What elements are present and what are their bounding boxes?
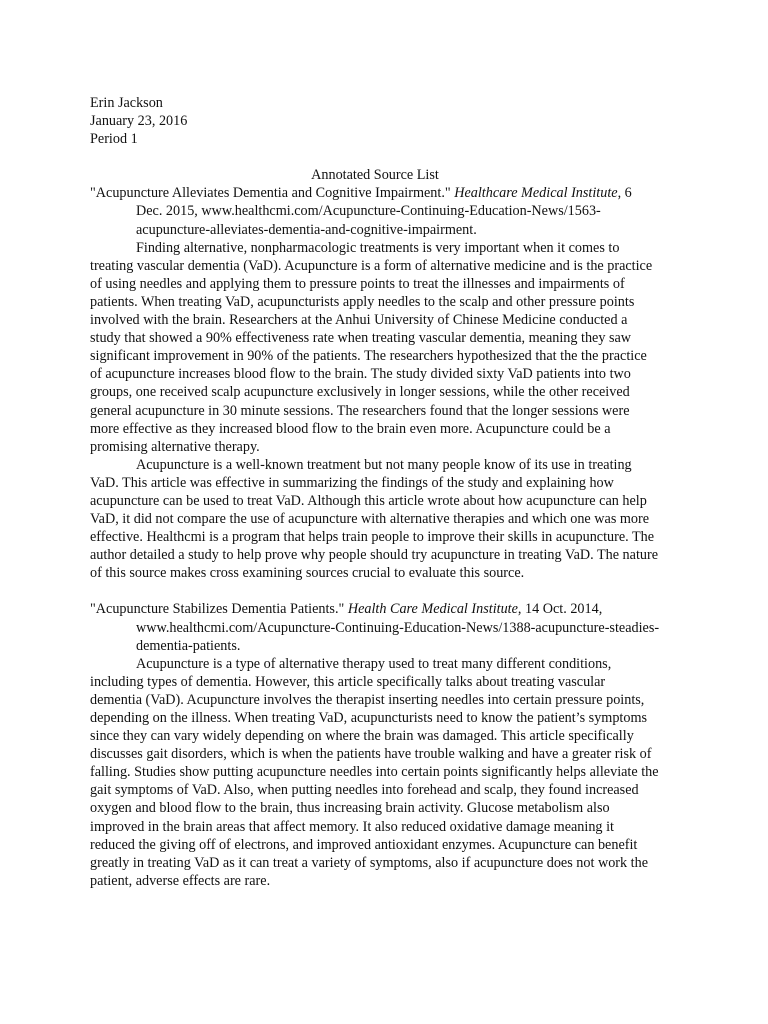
source-entry-2 <box>90 600 660 890</box>
citation-2-publisher: Health Care Medical Institute <box>347 601 518 618</box>
source-entry-1 <box>90 184 660 582</box>
document-title: Annotated Source List <box>311 167 439 184</box>
citation-1-publisher: Healthcare Medical Institute <box>454 185 618 202</box>
document-date: January 23, 2016 <box>90 113 188 130</box>
summary-paragraph-2: Acupuncture is a type of alternative therapy used to treat many different conditions, including types of dementia. However, this article specifically talks about treating vascular dementia (VaD). Acupuncture involves the therapist inserting needles into certain pressure points, depending on the illness. When treating VaD, acupuncturists need to know the patient’s symptoms since they can vary widely depending on where the brain was damaged. This article specifically discusses gait disorders, which is when the patients have trouble walking and have a greater risk of falling. Studies show putting acupuncture needles into certain points significantly helps alleviate the gait symptoms of VaD. Also, when putting needles into forehead and scalp, they found increased oxygen and blood flow to the brain, thus increasing brain activity. Glucose metabolism also improved in the brain areas that affect memory. It also reduced oxidative damage meaning it reduced the giving off of electrons, and improved antioxidant enzymes. Acupuncture can benefit greatly in treating VaD as it can treat a variety of symptoms, also if acupuncture does not work the patient, adverse effects are rare. <box>90 655 659 889</box>
citation-2-title: "Acupuncture Stabilizes Dementia Patients." <box>90 601 345 618</box>
citation-1-details: , 6 Dec. 2015, www.healthcmi.com/Acupuncture-Continuing-Education-News/1563-acupuncture-alleviates-dementia-and-cognitive-impairment. <box>136 185 632 238</box>
citation-1-title: "Acupuncture Alleviates Dementia and Cognitive Impairment." <box>90 185 451 202</box>
document-page <box>90 94 660 890</box>
author-name: Erin Jackson <box>90 95 163 111</box>
entry-spacer <box>90 582 660 600</box>
citation-1 <box>90 184 660 238</box>
class-period: Period 1 <box>90 131 138 148</box>
citation-2-details: , 14 Oct. 2014, www.healthcmi.com/Acupuncture-Continuing-Education-News/1388-acupuncture-steadies-dementia-patients. <box>136 601 660 654</box>
citation-2 <box>90 600 660 654</box>
evaluation-paragraph-1: Acupuncture is a well-known treatment but not many people know of its use in treating VaD. This article was effective in summarizing the findings of the study and explaining how acupuncture can be used to treat VaD. Although this article wrote about how acupuncture can help VaD, it did not compare the use of acupuncture with alternative therapies and which one was more effective. Healthcmi is a program that helps train people to improve their skills in acupuncture. The author detailed a study to help prove why people should try acupuncture in treating VaD. The nature of this source makes cross examining sources crucial to evaluate this source. <box>90 456 658 582</box>
summary-paragraph-1: Finding alternative, nonpharmacologic treatments is very important when it comes to treating vascular dementia (VaD). Acupuncture is a form of alternative medicine and is the practice of using needles and applying them to pressure points to treat the illnesses and impairments of patients. When treating VaD, acupuncturists apply needles to the scalp and other pressure points involved with the brain. Researchers at the Anhui University of Chinese Medicine conducted a study that showed a 90% effectiveness rate when treating vascular dementia, meaning they saw significant improvement in 90% of the patients. The researchers hypothesized that the the practice of acupuncture increases blood flow to the brain. The study divided sixty VaD patients into two groups, one received scalp acupuncture exclusively in longer sessions, while the other received general acupuncture in 30 minute sessions. The researchers found that the longer sessions were more effective as they increased blood flow to the brain even more. Acupuncture could be a promising alternative therapy. <box>90 239 653 455</box>
